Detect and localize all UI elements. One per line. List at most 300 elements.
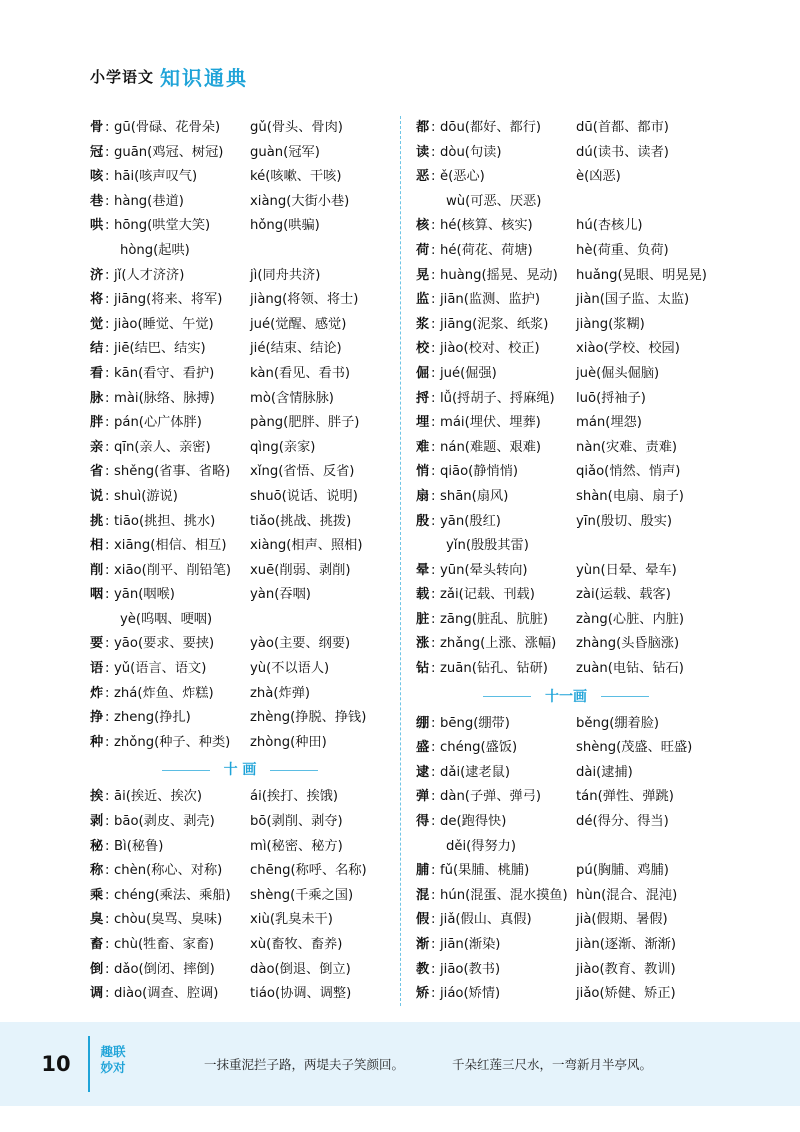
section-heading-eleven-strokes	[416, 682, 716, 712]
entry-colon: :	[105, 538, 110, 554]
polyphone-entry	[416, 583, 716, 608]
reading-primary: bēng(绷带)	[440, 715, 510, 731]
reading-primary: huàng(摇晃、晃动)	[440, 267, 558, 283]
entry-character: 觉	[90, 316, 104, 332]
reading-primary: yè(呜咽、哽咽)	[120, 611, 213, 627]
couplet-line-1: 一抹重泥拦子路，两堤夫子笑颜回。	[204, 1057, 405, 1072]
entry-character: 核	[416, 218, 430, 234]
reading-secondary: jué(觉醒、感觉)	[250, 316, 347, 332]
reading-primary: Bì(秘鲁)	[114, 838, 164, 854]
entry-colon: :	[431, 887, 436, 903]
polyphone-entry	[90, 632, 390, 657]
entry-character: 冠	[90, 144, 104, 160]
polyphone-entry	[416, 510, 716, 535]
polyphone-entry-continued	[90, 608, 390, 633]
reading-primary: shěng(省事、省略)	[114, 464, 231, 480]
entry-character: 教	[416, 961, 430, 977]
reading-primary: hāi(咳声叹气)	[114, 169, 198, 185]
polyphone-entry	[416, 436, 716, 461]
entry-character: 渐	[416, 937, 430, 952]
entry-colon: :	[431, 986, 436, 1002]
entry-character: 脏	[416, 611, 430, 627]
reading-primary: shān(扇风)	[440, 488, 509, 504]
reading-secondary: yùn(日晕、晕车)	[576, 562, 677, 578]
entry-character: 省	[90, 464, 104, 480]
polyphone-entry	[90, 534, 390, 559]
entry-character: 捋	[416, 390, 430, 406]
reading-secondary: jì(同舟共济)	[250, 267, 321, 283]
polyphone-entry	[416, 337, 716, 362]
entry-colon: :	[431, 292, 436, 308]
reading-secondary: ké(咳嗽、干咳)	[250, 169, 342, 185]
reading-primary: yūn(晕头转向)	[440, 562, 528, 578]
entry-colon: :	[431, 764, 436, 780]
entry-character: 结	[90, 341, 104, 357]
reading-primary: jiào(校对、校正)	[440, 341, 540, 357]
entry-list-eleven-strokes	[416, 712, 716, 1007]
footer-accent-bar	[88, 1036, 90, 1092]
reading-primary: dòu(句读)	[440, 144, 502, 160]
polyphone-entry	[90, 214, 390, 239]
reading-secondary: zhàng(头昏脑涨)	[576, 636, 680, 652]
reading-primary: pán(心广体胖)	[114, 415, 202, 431]
entry-colon: :	[431, 415, 436, 431]
polyphone-entry	[416, 313, 716, 338]
reading-secondary: mò(含情脉脉)	[250, 390, 334, 406]
entry-character: 巷	[90, 193, 104, 209]
entry-list-ten-strokes	[90, 785, 390, 1006]
reading-primary: hé(荷花、荷塘)	[440, 242, 533, 258]
reading-primary: jiē(结巴、结实)	[114, 341, 206, 357]
reading-secondary: gǔ(骨头、骨肉)	[250, 120, 343, 135]
reading-secondary: shèng(茂盛、旺盛)	[576, 740, 693, 756]
section-heading-ten-strokes	[90, 755, 390, 785]
entry-colon: :	[431, 513, 436, 529]
reading-secondary: yù(不以语人)	[250, 661, 330, 677]
entry-character: 臭	[90, 912, 104, 928]
reading-primary: diào(调查、腔调)	[114, 986, 219, 1002]
reading-primary: ě(恶心)	[440, 169, 485, 185]
polyphone-entry	[416, 387, 716, 412]
entry-character: 调	[90, 986, 104, 1002]
reading-primary: zhǎng(上涨、涨幅)	[440, 636, 557, 652]
entry-colon: :	[105, 685, 110, 701]
entry-character: 炸	[90, 685, 104, 701]
entry-colon: :	[105, 193, 110, 209]
entry-character: 绷	[416, 715, 430, 731]
polyphone-entry	[416, 165, 716, 190]
entry-character: 要	[90, 636, 104, 652]
reading-secondary: shuō(说话、说明)	[250, 488, 358, 504]
polyphone-entry	[90, 141, 390, 166]
reading-secondary: xù(畜牧、畜养)	[250, 937, 343, 952]
reading-secondary: juè(倔头倔脑)	[576, 365, 660, 381]
entry-character: 矫	[416, 986, 430, 1002]
reading-secondary: pàng(肥胖、胖子)	[250, 415, 360, 431]
polyphone-entry	[416, 141, 716, 166]
reading-primary: jiāng(将来、将军)	[114, 292, 223, 308]
polyphone-entry	[416, 214, 716, 239]
reading-secondary: jià(假期、暑假)	[576, 912, 668, 928]
polyphone-entry	[416, 958, 716, 983]
entry-colon: :	[431, 464, 436, 480]
polyphone-entry	[90, 958, 390, 983]
polyphone-entry	[416, 736, 716, 761]
reading-secondary: dé(得分、得当)	[576, 814, 669, 830]
page-header	[90, 62, 248, 90]
reading-primary: zheng(挣扎)	[114, 710, 191, 726]
reading-secondary: jiàn(逐渐、渐渐)	[576, 937, 676, 952]
entry-colon: :	[431, 587, 436, 603]
polyphone-entry	[416, 657, 716, 682]
reading-primary: yǐn(殷殷其雷)	[446, 538, 529, 554]
entry-colon: :	[431, 789, 436, 805]
entry-colon: :	[105, 120, 110, 135]
reading-secondary: zhà(炸弹)	[250, 685, 311, 701]
entry-character: 都	[416, 120, 430, 135]
entry-character: 假	[416, 912, 430, 928]
reading-secondary: qìng(亲家)	[250, 439, 316, 455]
reading-secondary: jiàng(将领、将士)	[250, 292, 359, 308]
polyphone-entry	[416, 859, 716, 884]
reading-secondary: jiàn(国子监、太监)	[576, 292, 690, 308]
polyphone-entry	[416, 761, 716, 786]
polyphone-entry	[90, 785, 390, 810]
entry-character: 挑	[90, 513, 104, 529]
entry-character: 钻	[416, 661, 430, 677]
reading-secondary: hùn(混合、混沌)	[576, 887, 678, 903]
polyphone-entry	[90, 884, 390, 909]
entry-colon: :	[105, 365, 110, 381]
heading-rule-left	[483, 696, 531, 697]
reading-primary: tiāo(挑担、挑水)	[114, 513, 216, 529]
entry-list-nine-strokes	[90, 116, 390, 755]
entry-character: 称	[90, 863, 104, 879]
reading-secondary: jiào(教育、教训)	[576, 961, 676, 977]
entry-character: 弹	[416, 789, 430, 805]
polyphone-entry	[90, 583, 390, 608]
reading-secondary: dú(读书、读者)	[576, 144, 669, 160]
entry-colon: :	[105, 937, 110, 952]
footer-tag-line2: 妙对	[100, 1060, 126, 1075]
entry-colon: :	[105, 267, 110, 283]
entry-colon: :	[105, 636, 110, 652]
entry-colon: :	[105, 912, 110, 928]
polyphone-entry	[90, 859, 390, 884]
entry-colon: :	[105, 789, 110, 805]
entry-colon: :	[105, 562, 110, 578]
polyphone-entry	[90, 362, 390, 387]
entry-character: 读	[416, 144, 430, 160]
polyphone-entry	[90, 436, 390, 461]
reading-primary: chéng(乘法、乘船)	[114, 887, 231, 903]
polyphone-entry	[416, 559, 716, 584]
entry-character: 校	[416, 341, 430, 357]
reading-primary: yān(咽喉)	[114, 587, 175, 603]
entry-colon: :	[105, 415, 110, 431]
reading-secondary: jiàng(浆糊)	[576, 316, 645, 332]
polyphone-entry	[90, 810, 390, 835]
entry-character: 荷	[416, 242, 430, 258]
polyphone-entry	[90, 731, 390, 756]
reading-primary: chéng(盛饭)	[440, 740, 518, 756]
entry-colon: :	[105, 887, 110, 903]
reading-primary: dǎo(倒闭、摔倒)	[114, 961, 215, 977]
polyphone-entry	[416, 460, 716, 485]
polyphone-entry	[90, 165, 390, 190]
reading-primary: bāo(剥皮、剥壳)	[114, 814, 215, 830]
couplet-line-2: 千朵红莲三尺水，一弯新月半亭风。	[452, 1057, 653, 1072]
reading-secondary: bō(剥削、剥夺)	[250, 814, 343, 830]
entry-colon: :	[105, 814, 110, 830]
reading-primary: dǎi(逮老鼠)	[440, 764, 510, 780]
entry-colon: :	[431, 937, 436, 952]
polyphone-entry	[90, 313, 390, 338]
entry-character: 剥	[90, 814, 104, 830]
entry-character: 脯	[416, 863, 430, 879]
reading-primary: dōu(都好、都行)	[440, 120, 542, 135]
entry-character: 看	[90, 365, 104, 381]
reading-secondary: tiáo(协调、调整)	[250, 986, 352, 1002]
reading-secondary: chēng(称呼、名称)	[250, 863, 367, 879]
entry-colon: :	[431, 390, 436, 406]
polyphone-entry	[416, 810, 716, 835]
polyphone-entry	[416, 982, 716, 1007]
entry-colon: :	[105, 341, 110, 357]
reading-primary: děi(得努力)	[446, 838, 517, 854]
heading-rule-left	[162, 770, 210, 771]
entry-character: 埋	[416, 415, 430, 431]
entry-colon: :	[105, 292, 110, 308]
reading-primary: fǔ(果脯、桃脯)	[440, 863, 530, 879]
entry-character: 逮	[416, 764, 430, 780]
entry-character: 涨	[416, 636, 430, 652]
section-heading-label: 十一画	[545, 688, 587, 705]
reading-secondary: běng(绷着脸)	[576, 715, 660, 731]
polyphone-entry	[416, 239, 716, 264]
column-divider	[400, 116, 401, 1006]
reading-secondary: xǐng(省悟、反省)	[250, 464, 355, 480]
entry-colon: :	[431, 611, 436, 627]
reading-secondary: xiàng(相声、照相)	[250, 538, 363, 554]
entry-colon: :	[431, 242, 436, 258]
polyphone-entry	[90, 510, 390, 535]
polyphone-entry	[90, 485, 390, 510]
entry-character: 语	[90, 661, 104, 677]
reading-primary: jiáo(矫情)	[440, 986, 501, 1002]
reading-secondary: qiǎo(悄然、悄声)	[576, 464, 681, 480]
reading-primary: chòu(臭骂、臭味)	[114, 912, 223, 928]
entry-colon: :	[105, 390, 110, 406]
entry-character: 晕	[416, 562, 430, 578]
reading-secondary: luō(捋袖子)	[576, 390, 646, 406]
polyphone-entry	[90, 835, 390, 860]
entry-colon: :	[431, 267, 436, 283]
polyphone-entry-continued	[416, 534, 716, 559]
reading-secondary: ái(挨打、挨饿)	[250, 789, 338, 805]
polyphone-entry	[416, 116, 716, 141]
entry-colon: :	[105, 464, 110, 480]
reading-secondary: mì(秘密、秘方)	[250, 838, 343, 854]
polyphone-entry	[416, 712, 716, 737]
entry-colon: :	[431, 341, 436, 357]
entry-character: 监	[416, 292, 430, 308]
reading-primary: zhá(炸鱼、炸糕)	[114, 685, 214, 701]
entry-colon: :	[431, 740, 436, 756]
entry-character: 载	[416, 587, 430, 603]
polyphone-entry	[90, 657, 390, 682]
polyphone-entry	[416, 785, 716, 810]
reading-secondary: hǒng(哄骗)	[250, 218, 320, 234]
reading-secondary: dào(倒退、倒立)	[250, 961, 351, 977]
entry-colon: :	[431, 439, 436, 455]
book-series-title: 知识通典	[160, 66, 249, 90]
reading-secondary: zàng(心脏、内脏)	[576, 611, 684, 627]
entry-colon: :	[105, 986, 110, 1002]
reading-secondary: nàn(灾难、责难)	[576, 439, 678, 455]
entry-colon: :	[431, 636, 436, 652]
polyphone-entry	[90, 411, 390, 436]
polyphone-entry	[416, 362, 716, 387]
reading-secondary: zài(运载、载客)	[576, 587, 671, 603]
reading-secondary: dài(逮捕)	[576, 764, 633, 780]
entry-colon: :	[431, 316, 436, 332]
entry-character: 削	[90, 562, 104, 578]
reading-primary: dàn(子弹、弹弓)	[440, 789, 542, 805]
reading-primary: jiào(睡觉、午觉)	[114, 316, 214, 332]
entry-character: 恶	[416, 169, 430, 185]
reading-primary: nán(难题、艰难)	[440, 439, 542, 455]
reading-secondary: xiàng(大街小巷)	[250, 193, 350, 209]
reading-secondary: yīn(殷切、殷实)	[576, 513, 673, 529]
reading-primary: qīn(亲人、亲密)	[114, 439, 211, 455]
entry-colon: :	[105, 316, 110, 332]
entry-colon: :	[105, 661, 110, 677]
reading-primary: wù(可恶、厌恶)	[446, 193, 542, 209]
polyphone-entry	[416, 632, 716, 657]
entry-character: 殷	[416, 513, 430, 529]
reading-primary: lǚ(捋胡子、捋麻绳)	[440, 390, 555, 406]
entry-character: 哄	[90, 218, 104, 234]
reading-secondary: tán(弹性、弹跳)	[576, 789, 674, 805]
reading-primary: chèn(称心、对称)	[114, 863, 223, 879]
reading-primary: zhǒng(种子、种类)	[114, 734, 231, 750]
entry-character: 秘	[90, 838, 104, 854]
reading-primary: jué(倔强)	[440, 365, 497, 381]
reading-primary: zāng(脏乱、肮脏)	[440, 611, 548, 627]
entry-character: 难	[416, 439, 430, 455]
polyphone-entry-continued	[416, 190, 716, 215]
entry-character: 晃	[416, 267, 430, 283]
reading-secondary: guàn(冠军)	[250, 144, 320, 160]
entry-colon: :	[431, 218, 436, 234]
reading-secondary: kàn(看见、看书)	[250, 365, 351, 381]
reading-primary: hōng(哄堂大笑)	[114, 218, 211, 234]
reading-secondary: dū(首都、都市)	[576, 120, 669, 135]
reading-primary: mài(脉络、脉搏)	[114, 390, 215, 406]
entry-colon: :	[105, 587, 110, 603]
entry-character: 倔	[416, 365, 430, 381]
entry-colon: :	[105, 961, 110, 977]
polyphone-entry	[90, 933, 390, 958]
reading-secondary: pú(胸脯、鸡脯)	[576, 863, 669, 879]
footer-tag	[96, 1044, 130, 1076]
reading-primary: hún(混蛋、混水摸鱼)	[440, 887, 568, 903]
entry-colon: :	[105, 144, 110, 160]
reading-primary: jiāng(泥浆、纸浆)	[440, 316, 549, 332]
polyphone-entry	[90, 190, 390, 215]
entry-colon: :	[105, 734, 110, 750]
reading-primary: de(跑得快)	[440, 814, 507, 830]
reading-secondary: è(凶恶)	[576, 169, 621, 185]
polyphone-entry	[90, 264, 390, 289]
polyphone-entry	[416, 908, 716, 933]
reading-primary: jǐ(人才济济)	[114, 267, 185, 283]
entry-character: 畜	[90, 937, 104, 952]
entry-colon: :	[105, 169, 110, 185]
entry-character: 混	[416, 887, 430, 903]
reading-primary: zǎi(记载、刊载)	[440, 587, 535, 603]
right-column	[416, 116, 716, 1007]
reading-secondary: jiǎo(矫健、矫正)	[576, 986, 676, 1002]
reading-primary: yān(殷红)	[440, 513, 501, 529]
entry-character: 亲	[90, 439, 104, 455]
reading-primary: hàng(巷道)	[114, 193, 184, 209]
reading-primary: jiān(渐染)	[440, 937, 501, 952]
entry-colon: :	[431, 120, 436, 135]
reading-secondary: mán(埋怨)	[576, 415, 642, 431]
polyphone-entry	[416, 933, 716, 958]
entry-character: 挨	[90, 789, 104, 805]
entry-colon: :	[105, 488, 110, 504]
entry-character: 乘	[90, 887, 104, 903]
polyphone-entry	[90, 908, 390, 933]
entry-character: 扇	[416, 488, 430, 504]
reading-primary: xiāng(相信、相互)	[114, 538, 227, 554]
polyphone-entry	[416, 608, 716, 633]
reading-primary: xiāo(削平、削铅笔)	[114, 562, 232, 578]
reading-secondary: hú(杏核儿)	[576, 218, 643, 234]
entry-colon: :	[431, 863, 436, 879]
reading-primary: hòng(起哄)	[120, 242, 190, 258]
book-subject: 小学语文	[90, 68, 155, 86]
entry-character: 脉	[90, 390, 104, 406]
reading-secondary: tiǎo(挑战、挑拨)	[250, 513, 352, 529]
reading-primary: kān(看守、看护)	[114, 365, 215, 381]
entry-colon: :	[431, 912, 436, 928]
page-number: 10	[41, 1052, 71, 1076]
entry-character: 将	[90, 292, 104, 308]
entry-character: 悄	[416, 464, 430, 480]
polyphone-entry	[90, 982, 390, 1007]
polyphone-entry-continued	[416, 835, 716, 860]
reading-primary: zuān(钻孔、钻研)	[440, 661, 548, 677]
reading-primary: gū(骨碌、花骨朵)	[114, 120, 221, 135]
entry-colon: :	[431, 562, 436, 578]
entry-colon: :	[105, 863, 110, 879]
reading-primary: jiǎ(假山、真假)	[440, 912, 532, 928]
entry-character: 得	[416, 814, 430, 830]
polyphone-entry	[90, 116, 390, 141]
heading-rule-right	[270, 770, 318, 771]
reading-primary: yǔ(语言、语文)	[114, 661, 207, 677]
entry-character: 济	[90, 267, 104, 283]
reading-primary: yāo(要求、要挟)	[114, 636, 215, 652]
reading-primary: shuì(游说)	[114, 488, 178, 504]
reading-primary: chù(牲畜、家畜)	[114, 937, 215, 952]
polyphone-entry	[416, 884, 716, 909]
polyphone-entry-continued	[90, 239, 390, 264]
